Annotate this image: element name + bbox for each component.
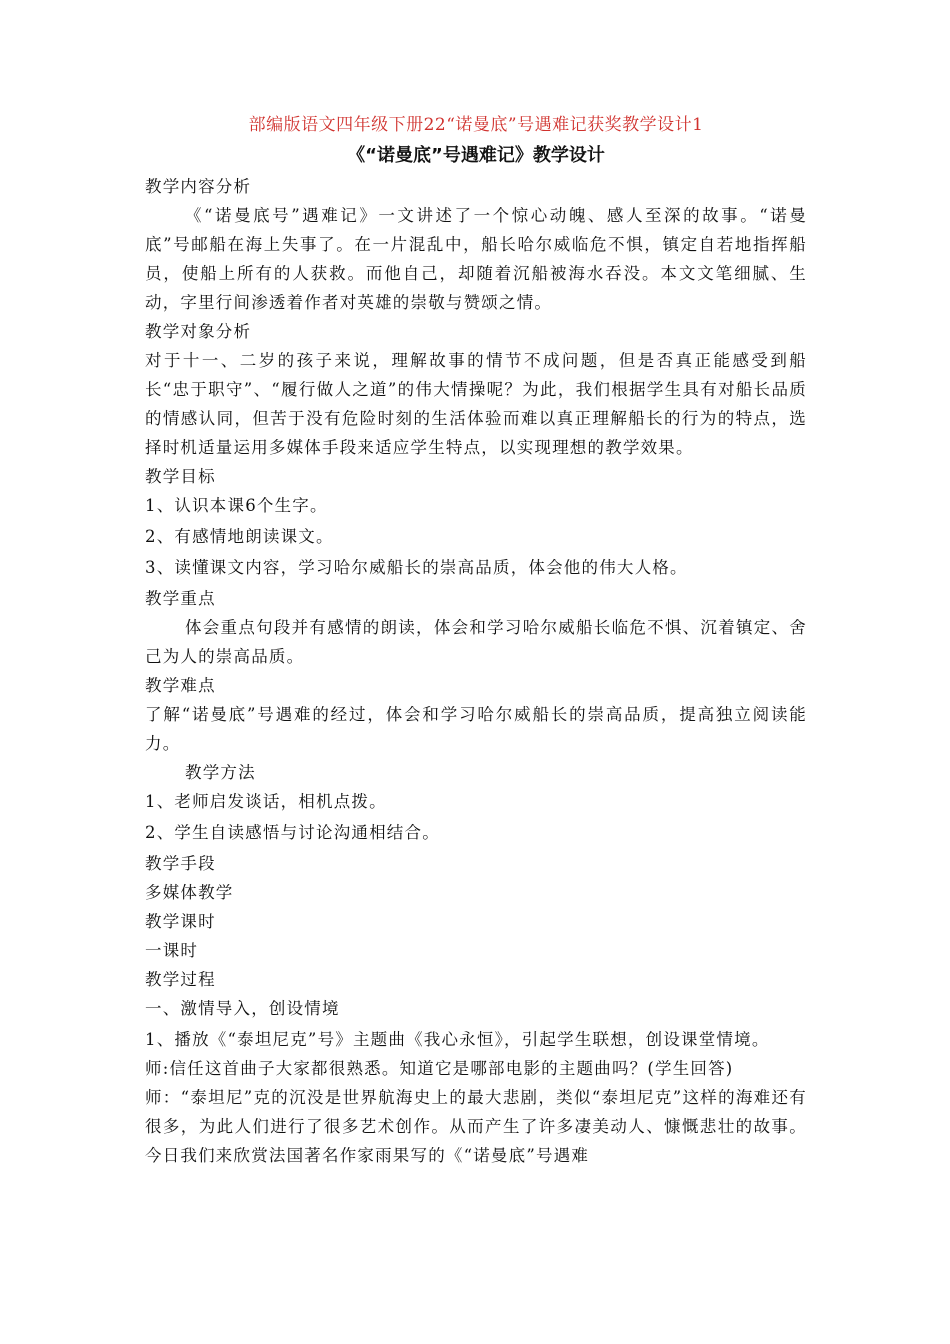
goal-item: 2、有感情地朗读课文。 (145, 527, 334, 546)
section-heading-object-analysis: 教学对象分析 (145, 322, 252, 341)
document-header-title: 部编版语文四年级下册22“诺曼底”号遇难记获奖教学设计1 (248, 115, 704, 135)
document-page (145, 112, 807, 1170)
section-heading-content-analysis: 教学内容分析 (145, 177, 252, 196)
goal-item: 3、读懂课文内容，学习哈尔威船长的崇高品质，体会他的伟大人格。 (145, 558, 688, 577)
goal-item: 1、认识本课6个生字。 (145, 496, 328, 515)
section-heading-methods: 教学方法 (185, 763, 256, 782)
section-heading-hours: 教学课时 (145, 912, 216, 931)
paragraph-step-1-item-1: 1、播放《“泰坦尼克”号》主题曲《我心永恒》，引起学生联想，创设课堂情境。 (145, 1030, 770, 1049)
paragraph-object-analysis: 对于十一、二岁的孩子来说，理解故事的情节不成问题，但是否真正能感受到船长“忠于职守”、“履行做人之道”的伟大情操呢？为此，我们根据学生具有对船长品质的情感认同，但苦于没有危险时刻的生活体验而难以真正理解船长的行为的特点，选择时机适量运用多媒体手段来适应学生特点，以实现理想的教学效果。 (145, 351, 807, 457)
paragraph-content-analysis: 《“诺曼底号”遇难记》一文讲述了一个惊心动魄、感人至深的故事。“诺曼底”号邮船在海上失事了。在一片混乱中，船长哈尔威临危不惧，镇定自若地指挥船员，使船上所有的人获救。而他自己，却随着沉船被海水吞没。本文文笔细腻、生动，字里行间渗透着作者对英雄的崇敬与赞颂之情。 (145, 206, 807, 312)
section-heading-difficulties: 教学难点 (145, 676, 216, 695)
method-item: 1、老师启发谈话，相机点拨。 (145, 792, 387, 811)
lesson-plan-title: 《“诺曼底”号遇难记》教学设计 (347, 145, 605, 166)
paragraph-difficulties: 了解“诺曼底”号遇难的经过，体会和学习哈尔威船长的崇高品质，提高独立阅读能力。 (145, 705, 807, 753)
paragraph-hours: 一课时 (145, 941, 199, 960)
process-step-heading: 一、激情导入，创设情境 (145, 999, 340, 1018)
section-heading-process: 教学过程 (145, 970, 216, 989)
section-heading-means: 教学手段 (145, 854, 216, 873)
method-item: 2、学生自读感悟与讨论沟通相结合。 (145, 823, 440, 842)
paragraph-teacher-line-1: 师:信任这首曲子大家都很熟悉。知道它是哪部电影的主题曲吗？(学生回答) (145, 1059, 734, 1078)
paragraph-key-points: 体会重点句段并有感情的朗读，体会和学习哈尔威船长临危不惧、沉着镇定、舍己为人的崇高品质。 (145, 618, 807, 666)
paragraph-means: 多媒体教学 (145, 883, 234, 902)
paragraph-teacher-line-2: 师：“泰坦尼”克的沉没是世界航海史上的最大悲剧，类似“泰坦尼克”这样的海难还有很多，为此人们进行了很多艺术创作。从而产生了许多凄美动人、慷慨悲壮的故事。今日我们来欣赏法国著名作家雨果写的《“诺曼底”号遇难 (145, 1088, 807, 1165)
section-heading-goals: 教学目标 (145, 467, 216, 486)
section-heading-key-points: 教学重点 (145, 589, 216, 608)
